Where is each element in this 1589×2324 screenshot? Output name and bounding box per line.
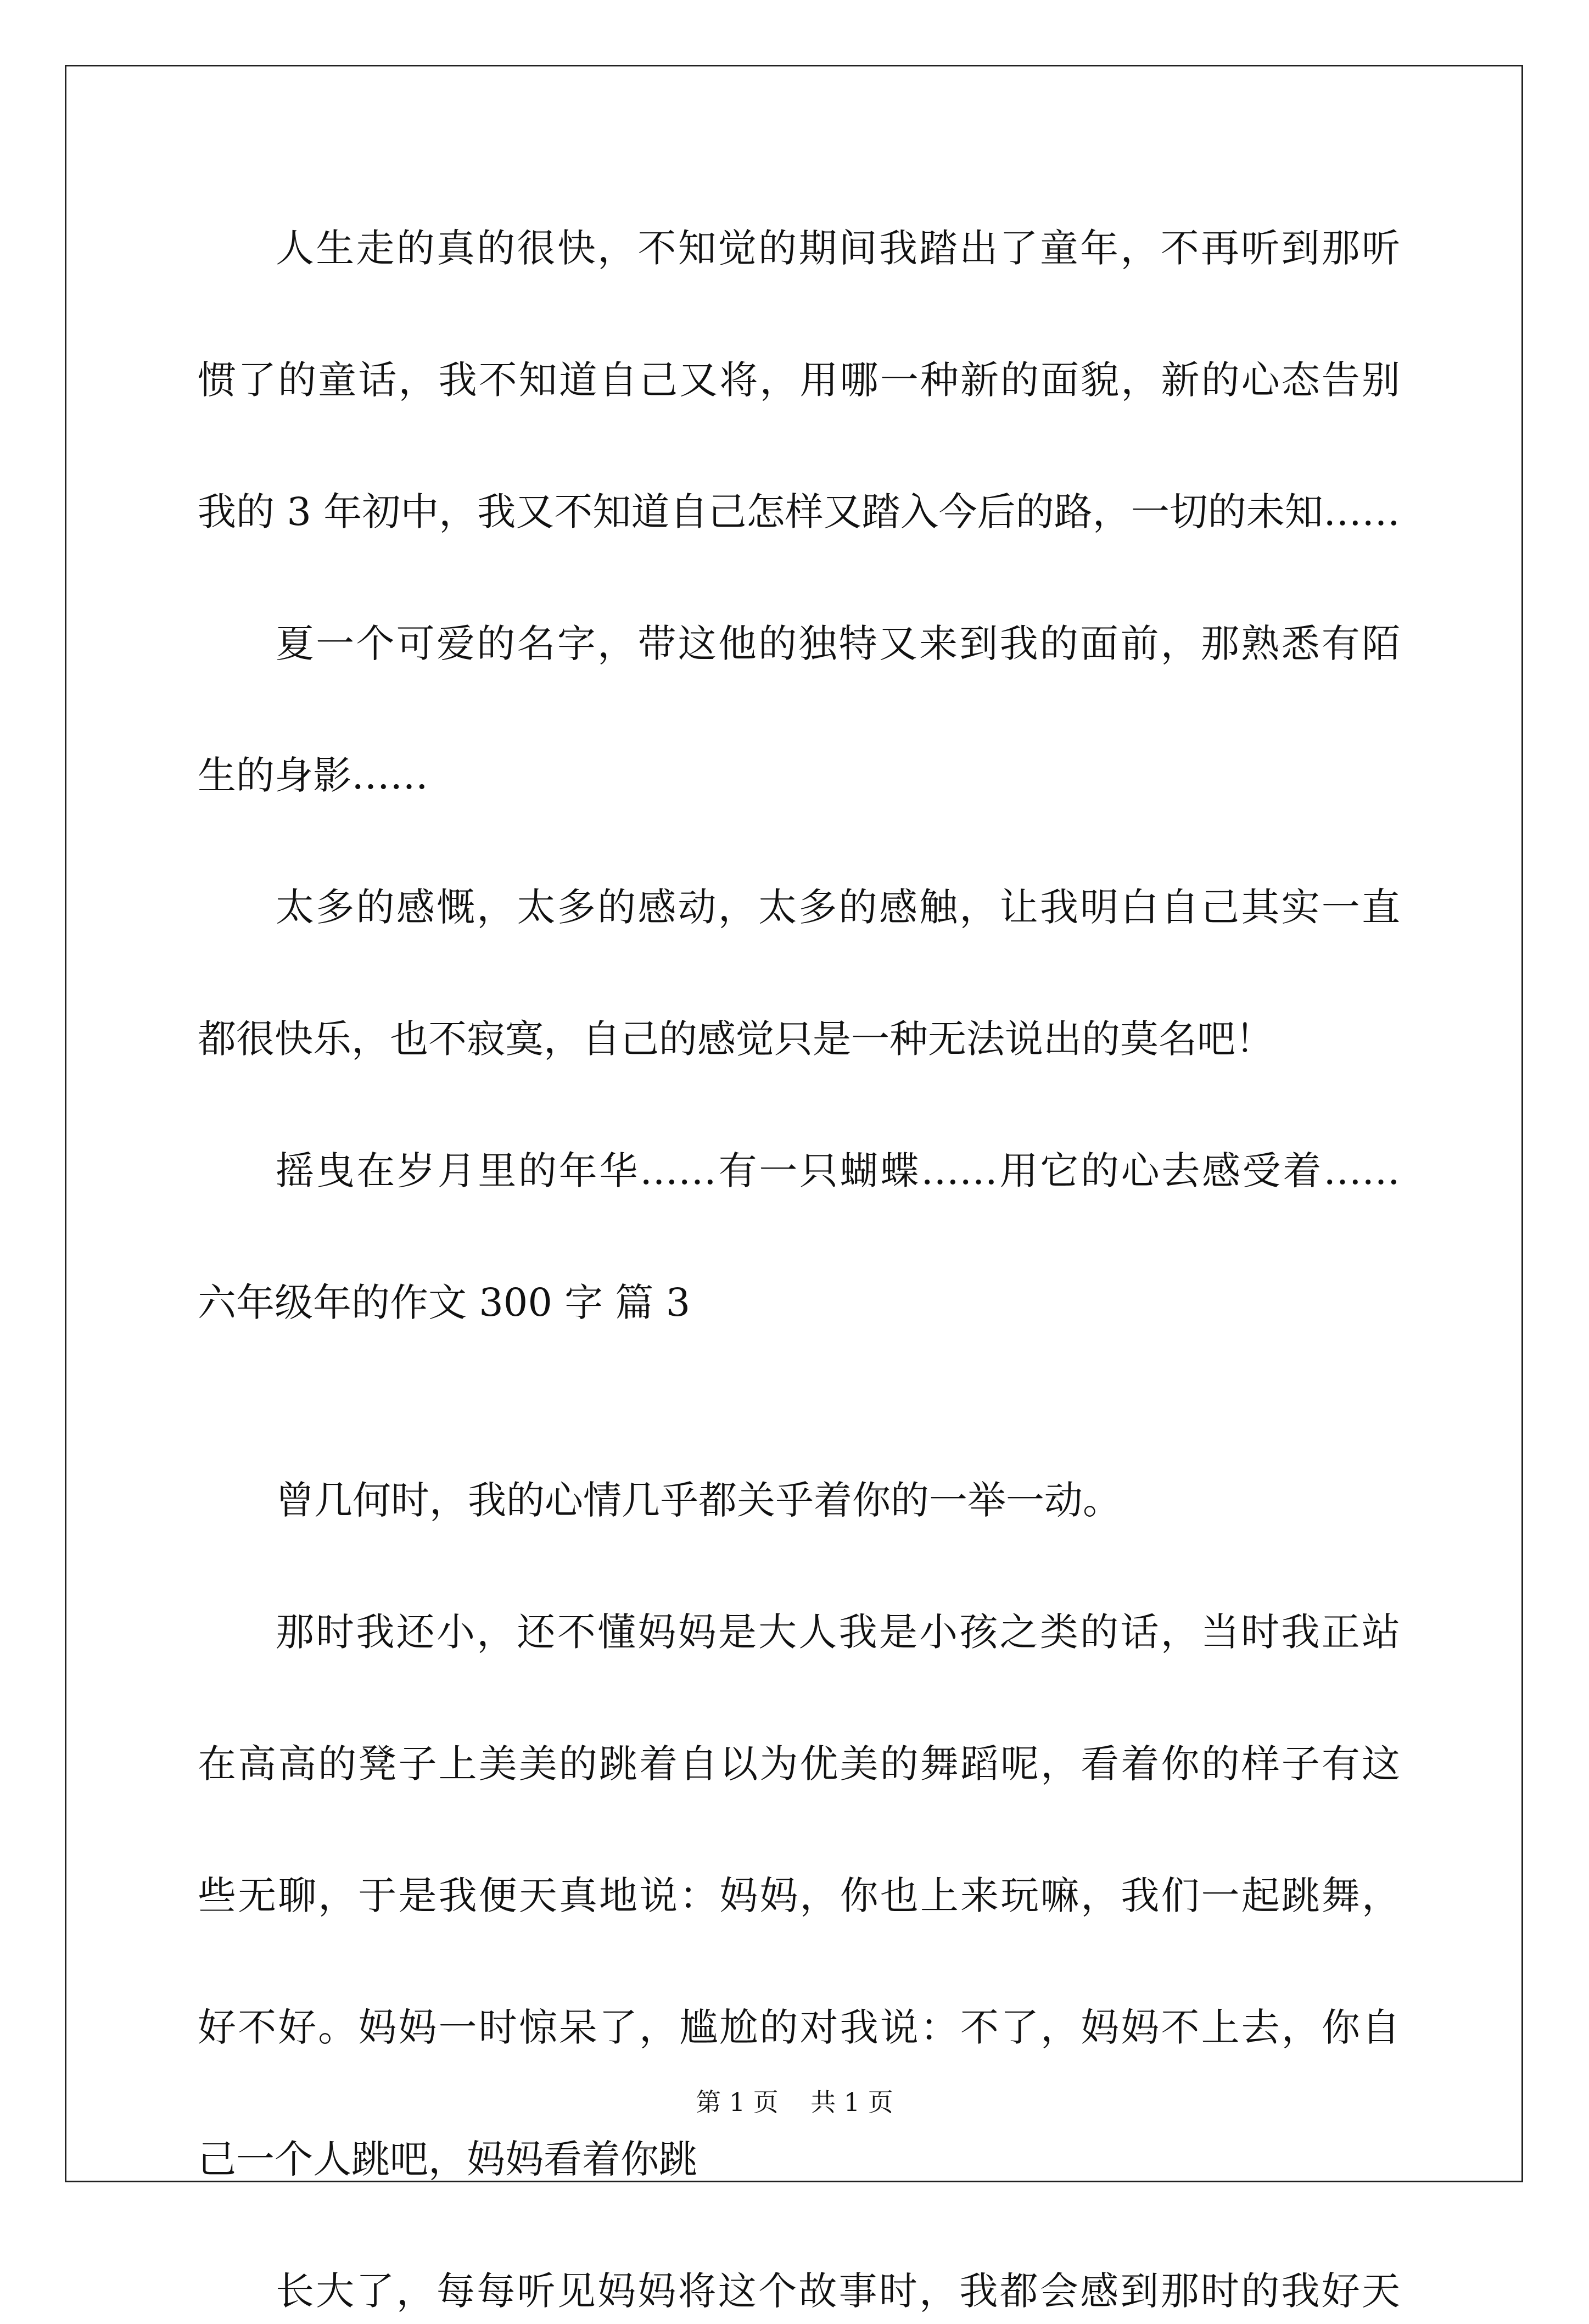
text-line: 太多的感慨，太多的感动，太多的感触，让我明白自己其实一直 <box>276 885 1400 930</box>
text-line: 在高高的凳子上美美的跳着自以为优美的舞蹈呢，看着你的样子有这 <box>198 1741 1400 1786</box>
text-line: 些无聊，于是我便天真地说：妈妈，你也上来玩嘛，我们一起跳舞， <box>198 1873 1400 1918</box>
text-line: 己一个人跳吧，妈妈看着你跳 <box>198 2137 697 2182</box>
text-line: 我的 3 年初中，我又不知道自己怎样又踏入今后的路，一切的未知…… <box>198 489 1400 534</box>
text-line: 惯了的童话，我不知道自己又将，用哪一种新的面貌，新的心态告别 <box>198 357 1400 403</box>
page-number-footer: 第 1 页 共 1 页 <box>696 2087 893 2117</box>
text-line: 摇曳在岁月里的年华……有一只蝴蝶……用它的心去感受着…… <box>276 1148 1400 1193</box>
text-line: 生的身影…… <box>198 753 428 798</box>
section-heading: 六年级年的作文 300 字 篇 3 <box>198 1280 691 1325</box>
text-line: 夏一个可爱的名字，带这他的独特又来到我的面前，那熟悉有陌 <box>276 621 1400 666</box>
text-line: 都很快乐，也不寂寞，自己的感觉只是一种无法说出的莫名吧！ <box>198 1016 1274 1062</box>
text-line: 那时我还小，还不懂妈妈是大人我是小孩之类的话，当时我正站 <box>276 1610 1400 1655</box>
text-line: 人生走的真的很快，不知觉的期间我踏出了童年，不再听到那听 <box>276 226 1400 271</box>
text-line: 长大了，每每听见妈妈将这个故事时，我都会感到那时的我好天 <box>276 2269 1400 2314</box>
text-line: 曾几何时，我的心情几乎都关乎着你的一举一动。 <box>276 1478 1121 1523</box>
document-body <box>198 215 1400 2324</box>
text-line: 好不好。妈妈一时惊呆了，尴尬的对我说：不了，妈妈不上去，你自 <box>198 2005 1400 2050</box>
